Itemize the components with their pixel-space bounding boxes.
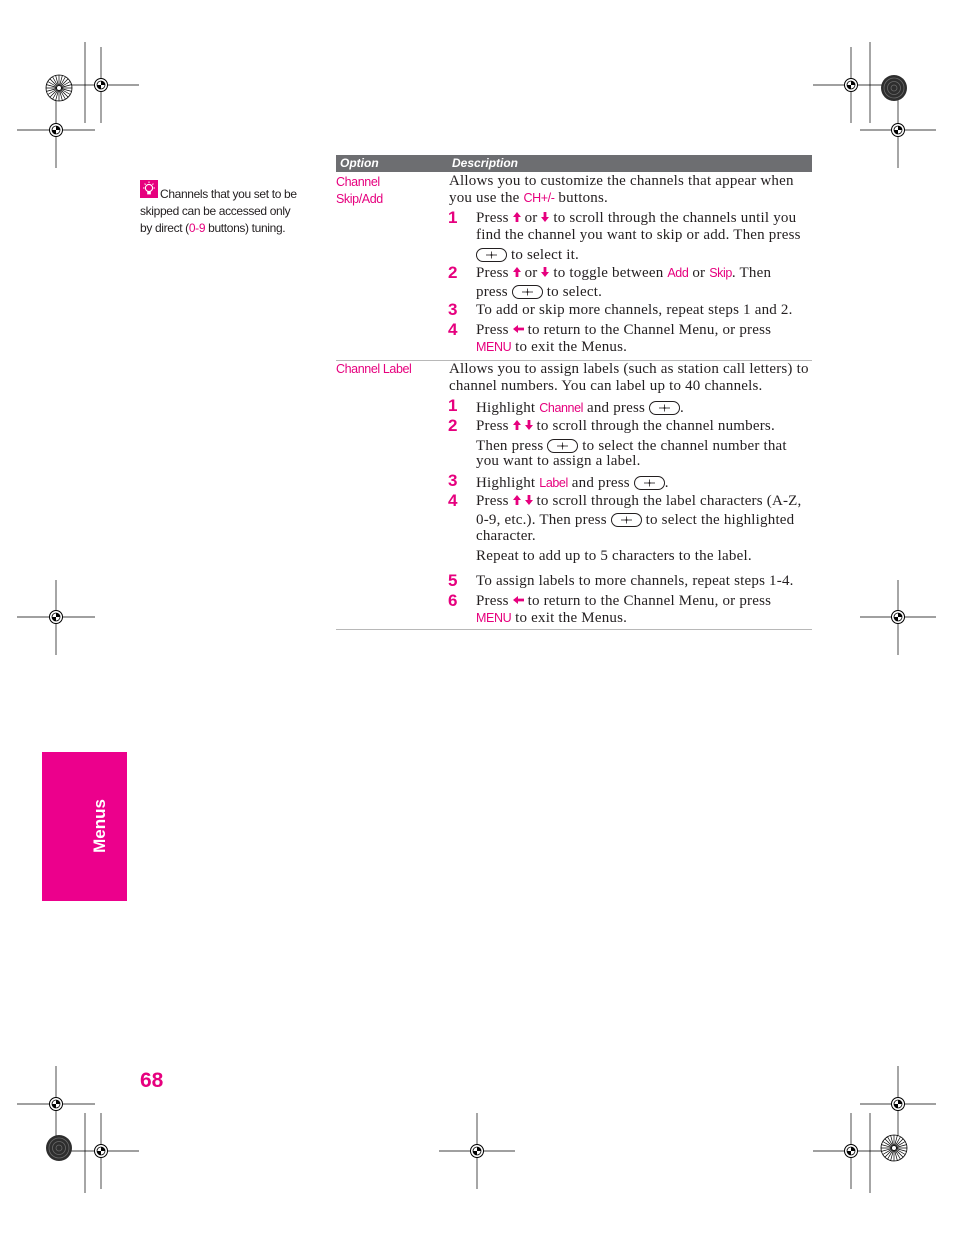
description-text: or: [688, 265, 710, 281]
step-line: [476, 398, 684, 415]
description-text: Allows you to customize the channels that appear when: [449, 173, 794, 189]
step-line: [476, 210, 796, 227]
description-text: you want to assign a label.: [476, 453, 641, 469]
registration-target-icon: [892, 1098, 905, 1111]
step-number: 2: [448, 416, 458, 435]
description-text: To add or skip more channels, repeat steps 1 and 2.: [476, 302, 793, 318]
description-text: to scroll through the channels until you: [549, 210, 797, 226]
registration-target-icon: [95, 1145, 108, 1158]
ch-plus-minus-term: CH+/-: [523, 191, 555, 205]
tip-line: [140, 220, 285, 237]
description-text: 0-9, etc.). Then press: [476, 512, 611, 528]
description-text: character.: [476, 528, 536, 544]
step-number: 2: [448, 263, 458, 282]
step-number: 4: [448, 320, 458, 339]
description-text: Repeat to add up to 5 characters to the label.: [476, 548, 752, 564]
description-text: buttons.: [554, 190, 608, 206]
registration-target-icon: [892, 124, 905, 137]
description-text: to select the highlighted: [641, 512, 795, 528]
description-text: to select the channel number that: [578, 438, 787, 454]
step-number: 5: [448, 571, 458, 590]
step-number: 4: [448, 491, 458, 510]
description-text: Then press: [476, 438, 548, 454]
step-number: 3: [448, 300, 458, 319]
description-text: to return to the Channel Menu, or press: [523, 593, 772, 609]
color-bar-burst-icon: [46, 1135, 72, 1161]
down-arrow-icon: [541, 212, 549, 222]
description-text: Press: [476, 265, 513, 281]
select-button-icon: [649, 401, 680, 415]
select-button-icon: [611, 513, 642, 527]
description-text: Press: [476, 322, 513, 338]
description-text: to exit the Menus.: [511, 339, 628, 355]
description-line: [449, 361, 809, 378]
step-line: [476, 528, 536, 545]
option-column-header: Option: [340, 156, 379, 170]
step-line: [476, 265, 771, 282]
color-bar-burst-icon: [881, 75, 907, 101]
description-text: or: [520, 265, 542, 281]
description-text: Press: [476, 593, 513, 609]
step-line: [476, 282, 602, 299]
step-line: [476, 453, 641, 470]
description-line: [449, 173, 794, 190]
tip-text: Channels that you set to be: [160, 187, 297, 201]
menu-button-term: MENU: [476, 611, 512, 625]
description-text: to select.: [542, 284, 603, 300]
tip-line: [140, 203, 290, 220]
description-text: Highlight: [476, 400, 540, 416]
description-text: Press: [476, 493, 513, 509]
up-arrow-icon: [513, 495, 521, 505]
section-tab: [42, 752, 127, 901]
step-number: 1: [448, 208, 458, 227]
step-line: [476, 436, 787, 453]
up-arrow-icon: [513, 420, 521, 430]
description-text: or: [520, 210, 542, 226]
description-text: . Then: [731, 265, 772, 281]
select-button-icon: [547, 439, 578, 453]
skip-term: Skip: [709, 266, 732, 280]
description-line: [449, 190, 608, 207]
description-text: to exit the Menus.: [511, 610, 628, 626]
step-line: [476, 573, 794, 590]
color-bar-burst-icon: [46, 75, 72, 101]
page-number: 68: [140, 1069, 164, 1092]
registration-target-icon: [50, 1098, 63, 1111]
channel-term: Channel: [539, 401, 584, 415]
description-text: Press: [476, 418, 513, 434]
description-text: to scroll through the label characters (A-Z,: [532, 493, 802, 509]
add-term: Add: [667, 266, 689, 280]
step-number: 3: [448, 471, 458, 490]
registration-target-icon: [845, 79, 858, 92]
registration-target-icon: [845, 1145, 858, 1158]
step-line: [476, 245, 579, 262]
description-text: channel numbers. You can label up to 40 channels.: [449, 378, 763, 394]
description-line: [449, 378, 762, 395]
step-line: [476, 418, 775, 435]
step-number: 1: [448, 396, 458, 415]
step-line: [476, 322, 771, 339]
left-arrow-icon: [513, 596, 524, 604]
tip-line: [160, 186, 297, 203]
up-arrow-icon: [513, 267, 521, 277]
step-note: [476, 548, 752, 565]
table-header: [336, 155, 812, 172]
select-button-icon: [634, 476, 665, 490]
step-line: [476, 493, 801, 510]
left-arrow-icon: [513, 325, 524, 333]
description-text: find the channel you want to skip or add. Then press: [476, 227, 801, 243]
step-line: [476, 510, 794, 527]
description-text: and press: [583, 400, 649, 416]
registration-target-icon: [50, 611, 63, 624]
step-line: [476, 473, 669, 490]
step-number: 6: [448, 591, 458, 610]
step-line: [476, 610, 627, 627]
registration-target-icon: [892, 611, 905, 624]
description-text: you use the: [449, 190, 524, 206]
tip-text: skipped can be accessed only: [140, 204, 291, 218]
step-line: [476, 302, 793, 319]
step-line: [476, 593, 771, 610]
option-label: Skip/Add: [336, 192, 383, 206]
option-label: Channel Label: [336, 362, 412, 376]
description-text: to select it.: [507, 247, 579, 263]
step-line: [476, 339, 627, 356]
description-text: to toggle between: [549, 265, 668, 281]
tip-text: buttons) tuning.: [205, 221, 286, 235]
tip-text: by direct (: [140, 221, 189, 235]
table-bottom-rule: [336, 629, 812, 630]
description-text: .: [679, 400, 684, 416]
number-buttons-term: 0-9: [188, 221, 206, 235]
description-text: Press: [476, 210, 513, 226]
up-arrow-icon: [513, 212, 521, 222]
down-arrow-icon: [525, 420, 533, 430]
description-text: To assign labels to more channels, repeat steps 1-4.: [476, 573, 794, 589]
description-text: .: [664, 475, 669, 491]
description-text: and press: [567, 475, 634, 491]
registration-target-icon: [471, 1145, 484, 1158]
registration-target-icon: [50, 124, 63, 137]
description-text: Highlight: [476, 475, 540, 491]
section-tab-label: Menus: [90, 799, 109, 853]
down-arrow-icon: [541, 267, 549, 277]
description-column-header: Description: [452, 156, 519, 170]
description-text: Allows you to assign labels (such as station call letters) to: [449, 361, 809, 377]
select-button-icon: [476, 248, 507, 262]
down-arrow-icon: [525, 495, 533, 505]
step-line: [476, 227, 801, 244]
option-label: Channel: [336, 175, 380, 189]
label-term: Label: [539, 476, 568, 490]
description-text: to scroll through the channel numbers.: [532, 418, 775, 434]
description-text: to return to the Channel Menu, or press: [523, 322, 772, 338]
select-button-icon: [512, 285, 543, 299]
lightbulb-icon: [140, 180, 158, 198]
color-bar-burst-icon: [881, 1135, 907, 1161]
description-text: press: [476, 284, 512, 300]
registration-target-icon: [95, 79, 108, 92]
menu-button-term: MENU: [476, 340, 512, 354]
